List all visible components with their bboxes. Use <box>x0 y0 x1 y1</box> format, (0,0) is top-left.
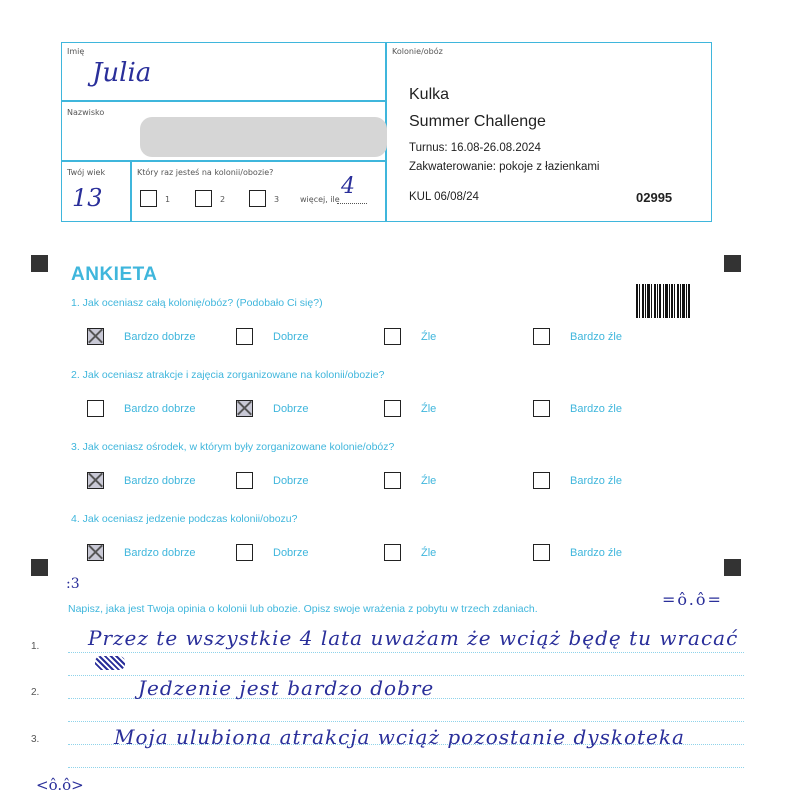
question-3-option-4-checkbox[interactable] <box>533 472 550 489</box>
question-4-option-3-checkbox[interactable] <box>384 544 401 561</box>
question-1-option-3-checkbox[interactable] <box>384 328 401 345</box>
times-option-3: 3 <box>274 195 280 204</box>
registration-marker-top-left <box>31 255 48 272</box>
times-checkbox-1[interactable] <box>140 190 157 207</box>
doodle-emoticon: :3 <box>66 576 80 592</box>
question-3-option-1-checkbox[interactable] <box>87 472 104 489</box>
question-3-option-2-label: Dobrze <box>273 475 309 487</box>
question-4-option-3-label: Źle <box>421 547 437 559</box>
question-4-text: 4. Jak oceniasz jedzenie podczas kolonii/obozu? <box>71 513 298 525</box>
times-checkbox-2[interactable] <box>195 190 212 207</box>
question-1-option-4-label: Bardzo źle <box>570 331 622 343</box>
times-checkbox-3[interactable] <box>249 190 266 207</box>
line-number-3: 3. <box>31 734 40 745</box>
name-label: Imię <box>67 47 85 56</box>
more-value: 4 <box>341 174 355 199</box>
form-number: 02995 <box>636 190 673 205</box>
question-2-option-4-checkbox[interactable] <box>533 400 550 417</box>
question-3-text: 3. Jak oceniasz ośrodek, w którym były zorganizowane kolonie/obóz? <box>71 441 395 453</box>
answer-text-2: Jedzenie jest bardzo dobre <box>138 676 435 700</box>
age-label: Twój wiek <box>67 168 106 177</box>
question-3-option-2-checkbox[interactable] <box>236 472 253 489</box>
question-1-option-1-checkbox[interactable] <box>87 328 104 345</box>
question-4-option-4-label: Bardzo źle <box>570 547 622 559</box>
question-1-option-2-checkbox[interactable] <box>236 328 253 345</box>
barcode-icon <box>636 284 690 318</box>
survey-title: ANKIETA <box>71 264 158 285</box>
question-2-option-1-checkbox[interactable] <box>87 400 104 417</box>
question-4-option-1-label: Bardzo dobrze <box>124 547 196 559</box>
question-1-option-2-label: Dobrze <box>273 331 309 343</box>
camp-label: Kolonie/obóz <box>392 47 443 56</box>
name-value: Julia <box>92 58 152 88</box>
times-option-1: 1 <box>165 195 171 204</box>
question-4-option-2-checkbox[interactable] <box>236 544 253 561</box>
camp-name: Kulka <box>409 86 450 103</box>
times-option-2: 2 <box>220 195 226 204</box>
more-label: więcej, ile <box>300 195 340 204</box>
more-dotted-line <box>337 203 367 204</box>
question-2-option-4-label: Bardzo źle <box>570 403 622 415</box>
question-2-text: 2. Jak oceniasz atrakcje i zajęcia zorganizowane na kolonii/obozie? <box>71 369 385 381</box>
line-number-1: 1. <box>31 641 40 652</box>
surname-label: Nazwisko <box>67 108 105 117</box>
accommodation: Zakwaterowanie: pokoje z łazienkami <box>409 161 600 173</box>
scribble-strikeout <box>95 656 125 670</box>
question-2-option-2-checkbox[interactable] <box>236 400 253 417</box>
age-value: 13 <box>72 184 103 212</box>
question-2-option-2-label: Dobrze <box>273 403 309 415</box>
answer-text-1: Przez te wszystkie 4 lata uważam że wciąż będę tu wracać <box>88 626 739 650</box>
question-2-option-1-label: Bardzo dobrze <box>124 403 196 415</box>
question-3-option-3-label: Źle <box>421 475 437 487</box>
turnus: Turnus: 16.08-26.08.2024 <box>409 142 541 154</box>
cat-face-doodle: =ô.ô= <box>662 590 723 609</box>
camp-code: KUL 06/08/24 <box>409 191 479 203</box>
question-1-option-3-label: Źle <box>421 331 437 343</box>
question-4-option-2-label: Dobrze <box>273 547 309 559</box>
answer-line <box>68 652 744 653</box>
bottom-doodle: <ô.ô> <box>36 776 84 794</box>
registration-marker-bottom-right <box>724 559 741 576</box>
registration-marker-top-right <box>724 255 741 272</box>
line-number-2: 2. <box>31 687 40 698</box>
camp-program: Summer Challenge <box>409 113 546 130</box>
question-4-option-1-checkbox[interactable] <box>87 544 104 561</box>
header-divider-name <box>61 100 386 102</box>
question-3-option-1-label: Bardzo dobrze <box>124 475 196 487</box>
question-1-option-4-checkbox[interactable] <box>533 328 550 345</box>
question-2-option-3-label: Źle <box>421 403 437 415</box>
surname-redacted <box>140 117 387 157</box>
question-3-option-3-checkbox[interactable] <box>384 472 401 489</box>
header-divider-surname <box>61 160 386 162</box>
times-label: Który raz jesteś na kolonii/obozie? <box>137 168 274 177</box>
question-4-option-4-checkbox[interactable] <box>533 544 550 561</box>
question-1-text: 1. Jak oceniasz całą kolonię/obóz? (Podobało Ci się?) <box>71 297 323 309</box>
registration-marker-bottom-left <box>31 559 48 576</box>
question-1-option-1-label: Bardzo dobrze <box>124 331 196 343</box>
question-2-option-3-checkbox[interactable] <box>384 400 401 417</box>
answer-text-3: Moja ulubiona atrakcja wciąż pozostanie dyskoteka <box>114 725 685 749</box>
answer-line <box>68 721 744 722</box>
opinion-prompt: Napisz, jaka jest Twoja opinia o kolonii lub obozie. Opisz swoje wrażenia z pobytu w trzech zdaniach. <box>68 603 538 615</box>
header-divider-age <box>130 160 132 222</box>
answer-line <box>68 767 744 768</box>
question-3-option-4-label: Bardzo źle <box>570 475 622 487</box>
